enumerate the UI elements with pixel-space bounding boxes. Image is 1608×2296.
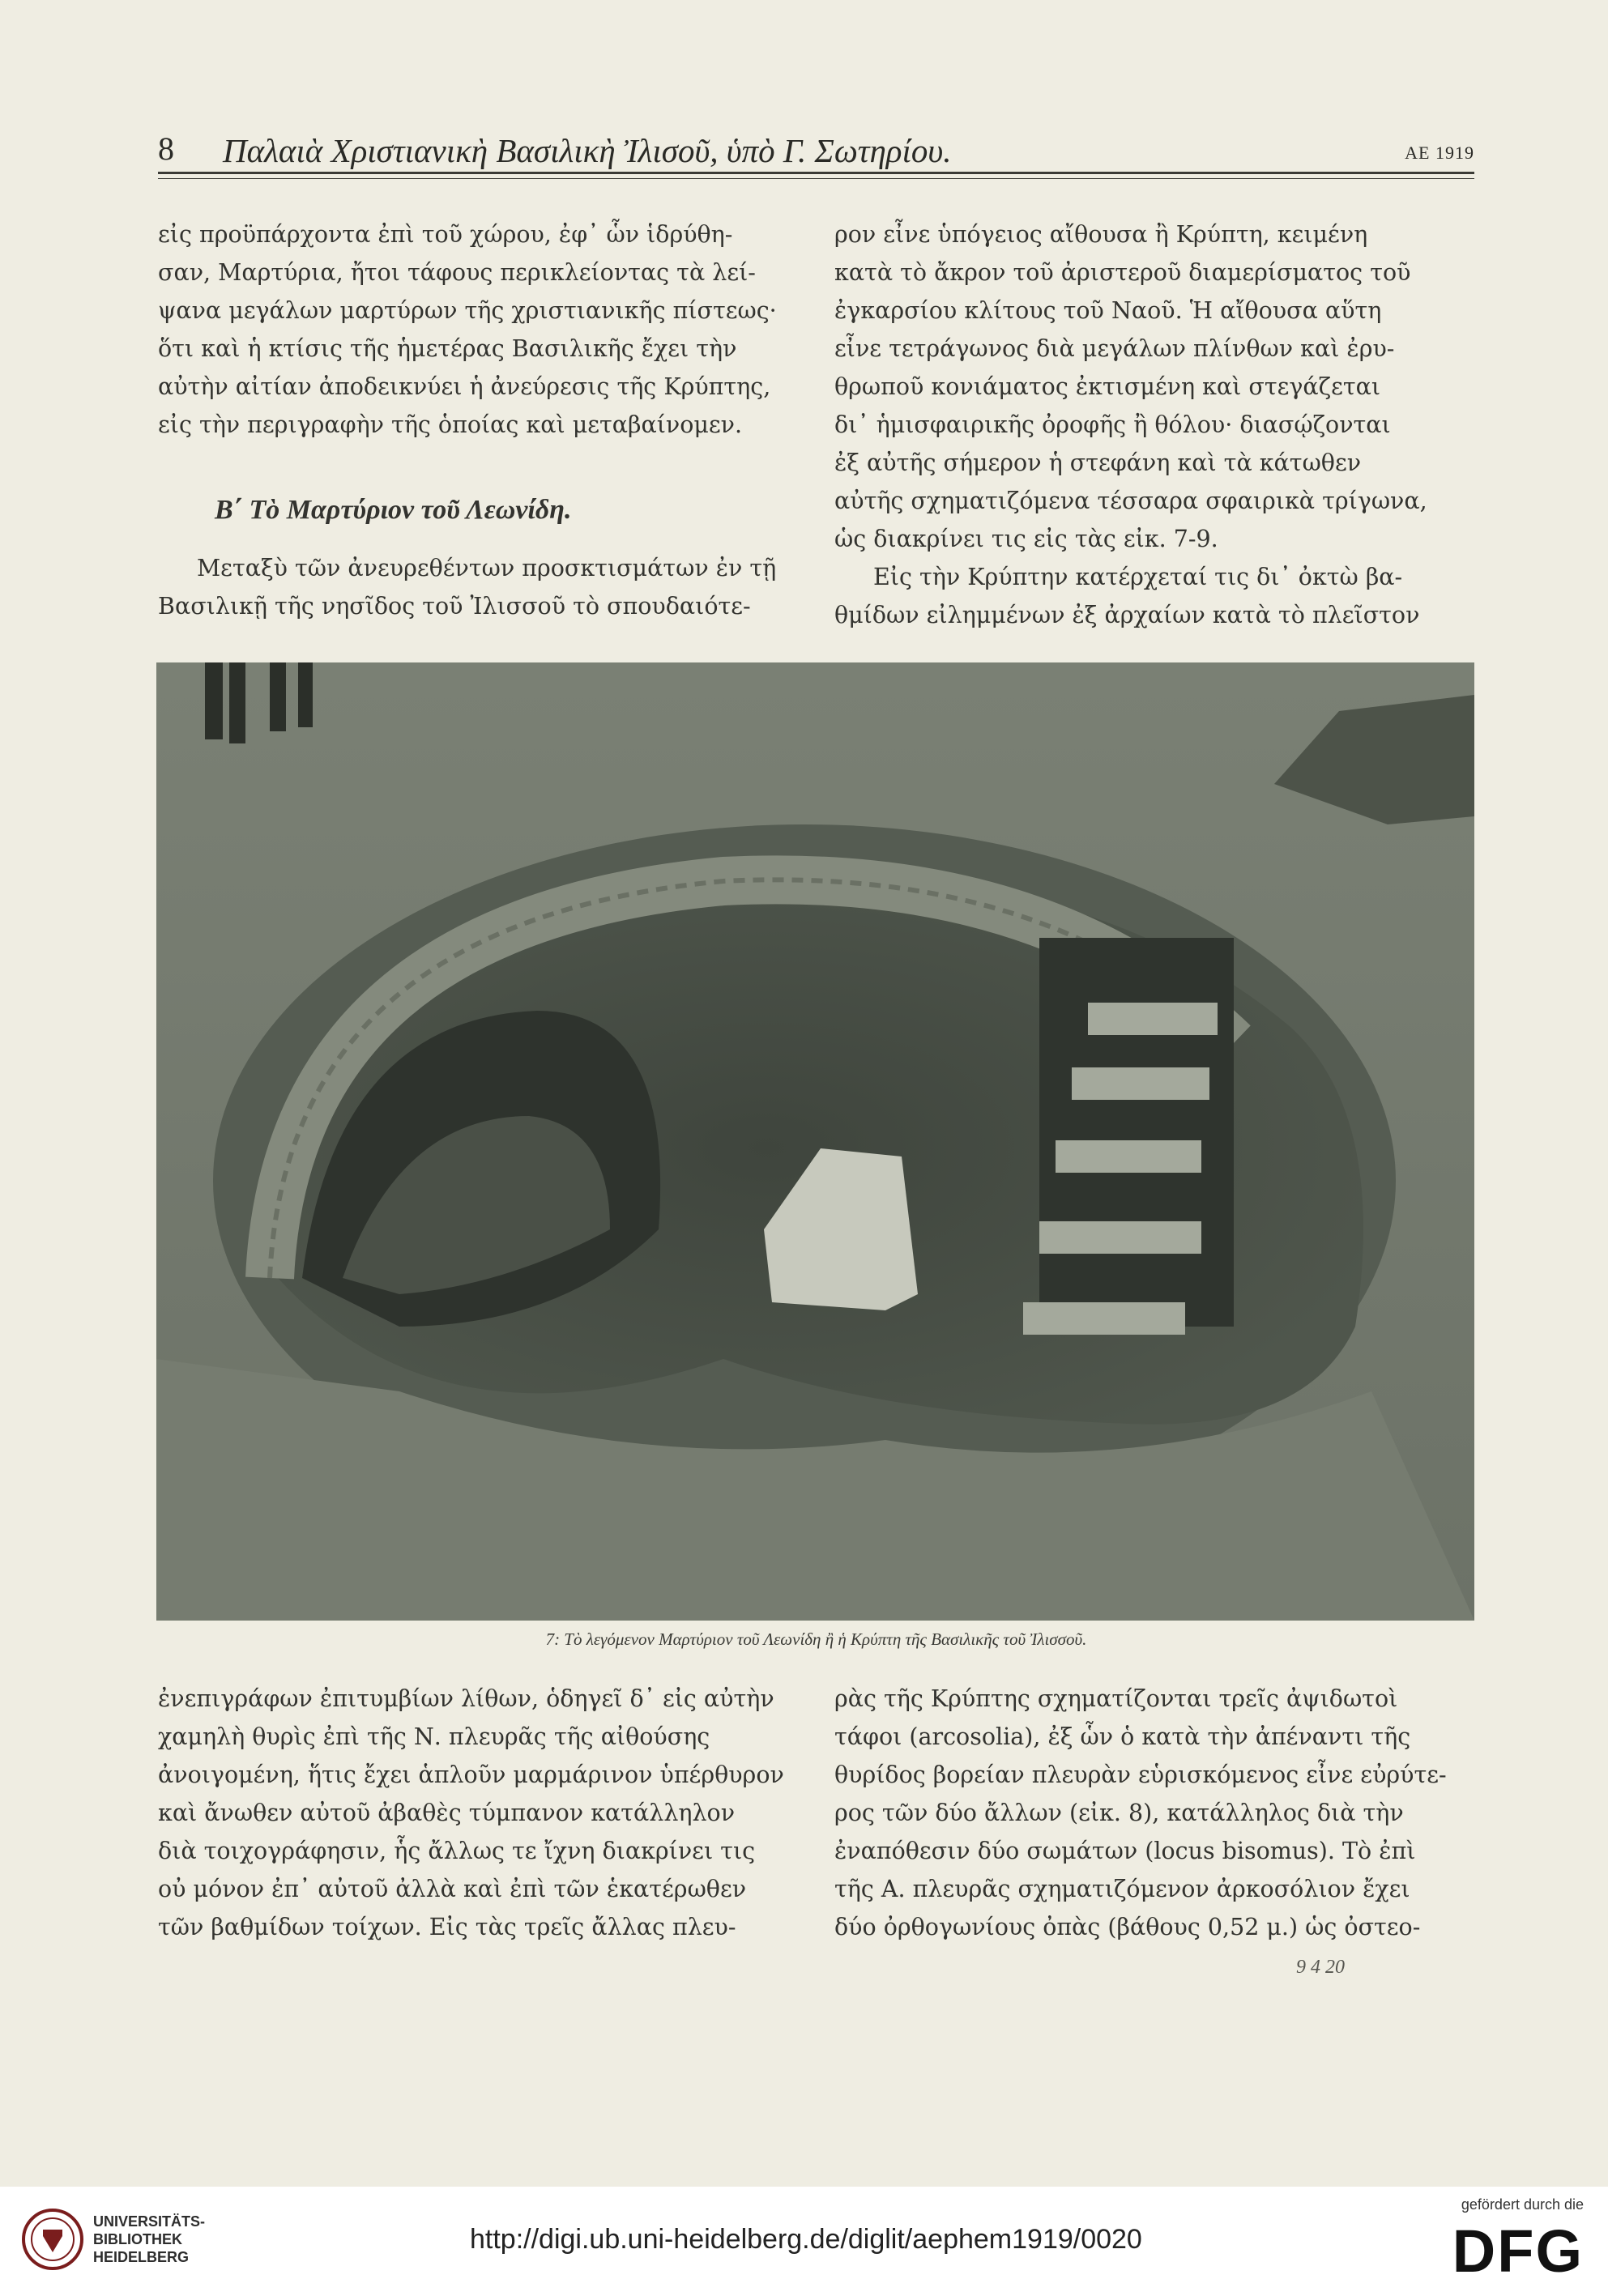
crypt-photo-illustration	[156, 662, 1474, 1621]
running-title: Παλαιὰ Χριστιανικὴ Βασιλικὴ Ἰλισοῦ, ὑπὸ Γ. Σωτηρίου.	[223, 132, 952, 169]
text-line: εἰς τὴν περιγραφὴν τῆς ὁποίας καὶ μεταβαίνομεν.	[158, 411, 743, 438]
library-footer	[0, 2187, 1608, 2296]
volume-label: ΑΕ 1919	[1405, 143, 1474, 163]
text-line: ἀνοιγομένη, ἥτις ἔχει ἁπλοῦν μαρμάρινον ὑπέρθυρον	[158, 1761, 784, 1788]
running-head	[158, 130, 1474, 170]
text-line: ψανα μεγάλων μαρτύρων τῆς χριστιανικῆς πίστεως·	[158, 297, 777, 324]
bottom-left-column	[158, 1680, 798, 1946]
text-line: θρωποῦ κονιάματος ἐκτισμένη καὶ στεγάζεται	[834, 373, 1381, 400]
text-line: εἶνε τετράγωνος διὰ μεγάλων πλίνθων καὶ ἐρυ-	[834, 335, 1395, 362]
page-number: 8	[158, 130, 174, 167]
text-line: ἐγκαρσίου κλίτους τοῦ Ναοῦ. Ἡ αἴθουσα αὕτη	[834, 297, 1382, 324]
text-line: ἐναπόθεσιν δύο σωμάτων (locus bisomus). Τὸ ἐπὶ	[834, 1838, 1416, 1864]
text-line: τῆς Α. πλευρᾶς σχηματιζόμενον ἀρκοσόλιον ἔχει	[834, 1876, 1410, 1902]
text-line: ρον εἶνε ὑπόγειος αἴθουσα ἢ Κρύπτη, κειμένη	[834, 221, 1368, 248]
text-line: ἐξ αὐτῆς σήμερον ἡ στεφάνη καὶ τὰ κάτωθεν	[834, 449, 1362, 476]
text-line: θυρίδος βορείαν πλευρὰν εὑρισκόμενος εἶνε εὐρύτε-	[834, 1761, 1447, 1788]
text-line: κατὰ τὸ ἄκρον τοῦ ἀριστεροῦ διαμερίσματος τοῦ	[834, 259, 1411, 286]
text-line: καὶ ἄνωθεν αὐτοῦ ἀβαθὲς τύμπανον κατάλληλον	[158, 1800, 736, 1826]
text-line: εἰς προϋπάρχοντα ἐπὶ τοῦ χώρου, ἐφ᾿ ὧν ἱδρύθη-	[158, 221, 733, 248]
text-line: Εἰς τὴν Κρύπτην κατέρχεταί τις δι᾿ ὀκτὼ βα-	[873, 564, 1403, 590]
text-line: οὐ μόνον ἐπ᾿ αὐτοῦ ἀλλὰ καὶ ἐπὶ τῶν ἑκατέρωθεν	[158, 1876, 747, 1902]
text-line: θμίδων εἰλημμένων ἐξ ἀρχαίων κατὰ τὸ πλεῖστον	[834, 602, 1420, 628]
text-line: σαν, Μαρτύρια, ἤτοι τάφους περικλείοντας τὰ λεί-	[158, 259, 756, 286]
section-heading: Β΄ Τὸ Μαρτύριον τοῦ Λεωνίδη.	[215, 495, 572, 525]
dfg-logo: DFG	[1452, 2217, 1584, 2285]
text-line: χαμηλὴ θυρὶς ἐπὶ τῆς Ν. πλευρᾶς τῆς αἰθούσης	[158, 1723, 710, 1750]
text-line: δι᾿ ἡμισφαιρικῆς ὀροφῆς ἢ θόλου· διασῴζονται	[834, 411, 1391, 438]
top-right-column	[834, 215, 1474, 634]
text-line: ὡς διακρίνει τις εἰς τὰς εἰκ. 7-9.	[834, 526, 1218, 552]
text-line: αὐτῆς σχηματιζόμενα τέσσαρα σφαιρικὰ τρίγωνα,	[834, 488, 1427, 514]
text-line: δύο ὀρθογωνίους ὀπὰς (βάθους 0,52 μ.) ὡς ὀστεο-	[834, 1914, 1421, 1940]
text-line: διὰ τοιχογράφησιν, ἧς ἄλλως τε ἴχνη διακρίνει τις	[158, 1838, 756, 1864]
text-line: Βασιλικῇ τῆς νησῖδος τοῦ Ἰλισσοῦ τὸ σπουδαιότε-	[158, 593, 751, 620]
text-line: ρὰς τῆς Κρύπτης σχηματίζονται τρεῖς ἀψιδωτοὶ	[834, 1685, 1398, 1712]
figure-caption: 7: Τὸ λεγόμενον Μαρτύριον τοῦ Λεωνίδη ἢ ἡ Κρύπτη τῆς Βασιλικῆς τοῦ Ἰλισσοῦ.	[545, 1629, 1087, 1649]
bottom-right-column	[834, 1680, 1474, 1946]
library-name-line: HEIDELBERG	[93, 2249, 190, 2265]
text-line: τάφοι (arcosolia), ἐξ ὧν ὁ κατὰ τὴν ἀπέναντι τῆς	[834, 1723, 1411, 1750]
library-name	[93, 2213, 271, 2266]
text-line: τῶν βαθμίδων τοίχων. Εἰς τὰς τρεῖς ἄλλας πλευ-	[158, 1914, 736, 1940]
header-rule-thick	[158, 172, 1474, 174]
funding-note: gefördert durch die	[1461, 2196, 1584, 2213]
library-name-line: UNIVERSITÄTS-	[93, 2213, 206, 2230]
text-line: ρος τῶν δύο ἄλλων (εἰκ. 8), κατάλληλος διὰ τὴν	[834, 1800, 1404, 1826]
text-line: Μεταξὺ τῶν ἀνευρεθέντων προσκτισμάτων ἐν τῇ	[197, 555, 777, 581]
text-line: αὐτὴν αἰτίαν ἀποδεικνύει ἡ ἀνεύρεσις τῆς Κρύπτης,	[158, 373, 771, 400]
signature-mark: 9 4 20	[1296, 1957, 1345, 1978]
crypt-photograph	[156, 662, 1474, 1621]
text-line: ἐνεπιγράφων ἐπιτυμβίων λίθων, ὁδηγεῖ δ᾿ εἰς αὐτὴν	[158, 1685, 774, 1712]
digital-copy-url[interactable]: http://digi.ub.uni-heidelberg.de/diglit/aephem1919/0020	[470, 2224, 1142, 2255]
header-rule-thin	[158, 178, 1474, 179]
library-name-line: BIBLIOTHEK	[93, 2231, 182, 2247]
text-line: ὅτι καὶ ἡ κτίσις τῆς ἡμετέρας Βασιλικῆς ἔχει τὴν	[158, 335, 737, 362]
university-seal-icon	[20, 2207, 85, 2272]
top-left-column	[158, 215, 798, 625]
